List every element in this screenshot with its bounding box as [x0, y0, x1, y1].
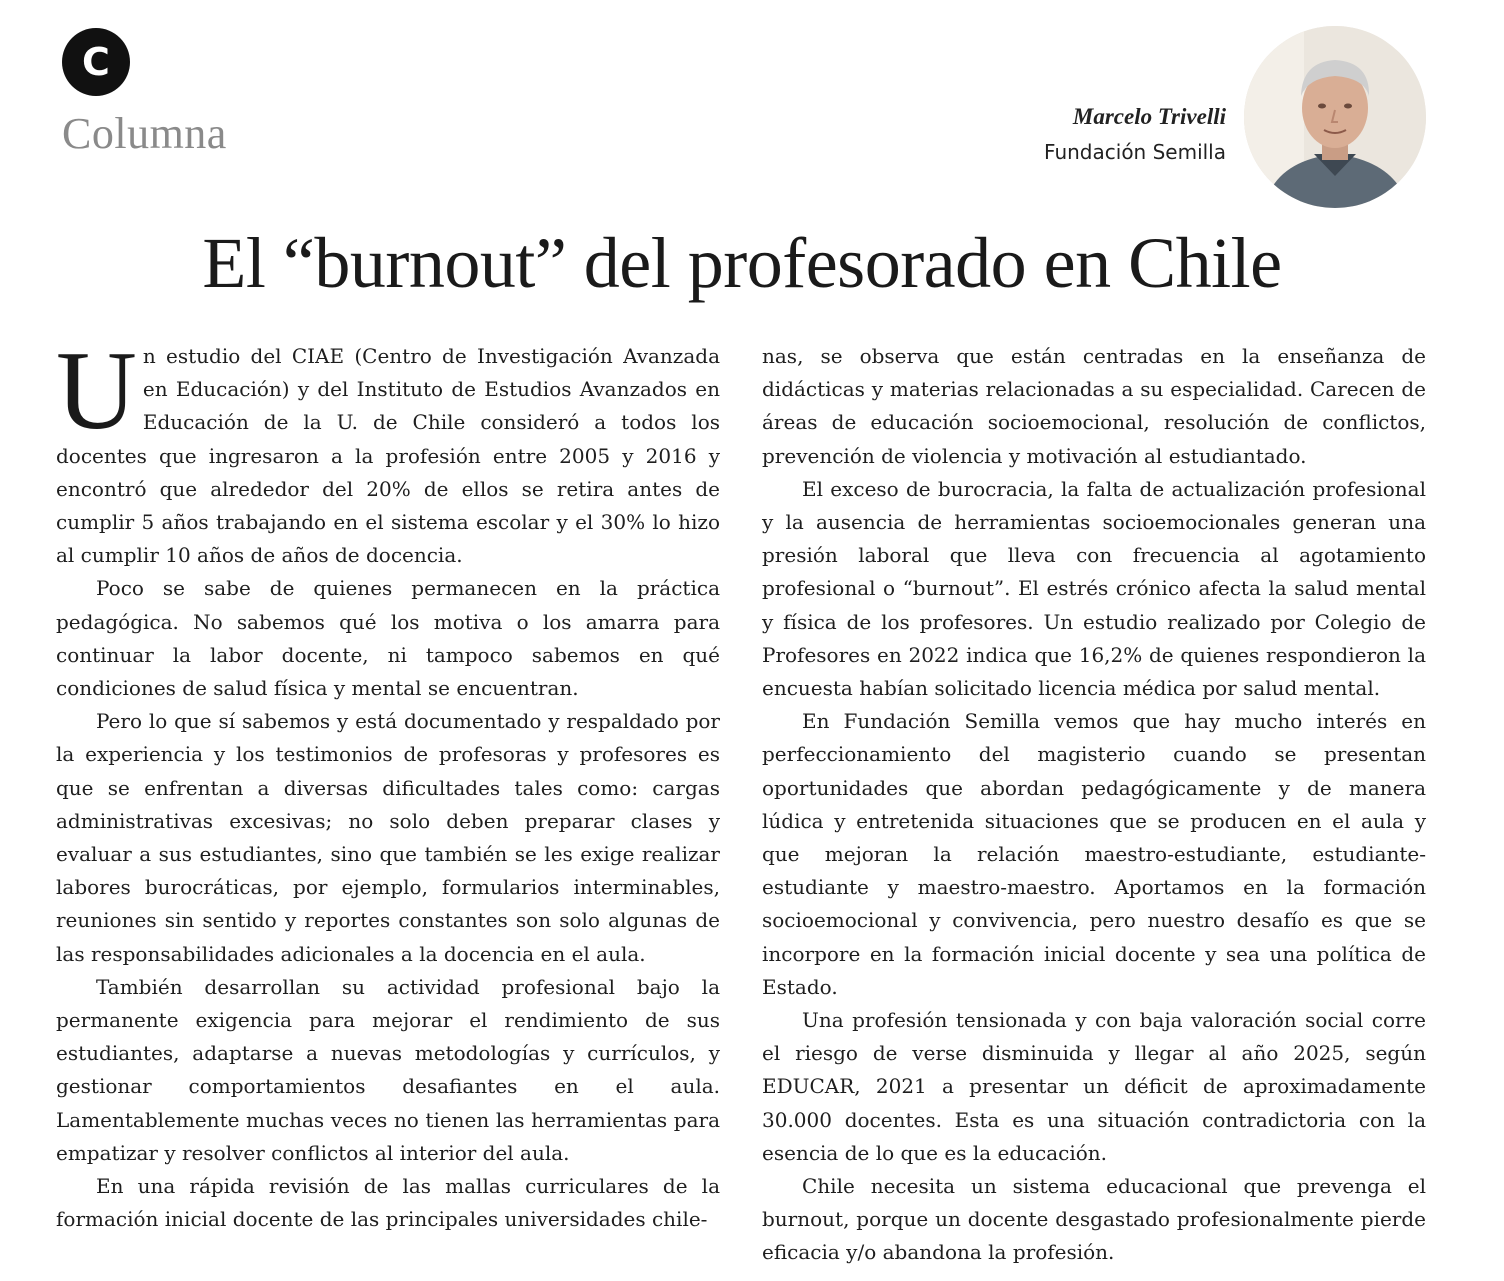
article-paragraph: nas, se observa que están centradas en la enseñanza de didácticas y materias relacionadas a su especialidad. Carecen de áreas de educación socioemocional, resolución de conflictos, prevención de violencia y motivación al estudiantado. [762, 344, 1426, 468]
article-paragraph: En Fundación Semilla vemos que hay mucho interés en perfeccionamiento del magisterio cuando se presentan oportunidades que abordan pedagógicamente y de manera lúdica y entretenida situaciones que se producen en el aula y que mejoran la relación maestro-estudiante, estudiante-estudiante y maestro-maestro. Aportamos en la formación socioemocional y convivencia, pero nuestro desafío es que se incorpore en la formación inicial docente y sea una política de Estado. [762, 709, 1426, 999]
article-paragraph: En una rápida revisión de las mallas curriculares de la formación inicial docente de las principales universidades chile- [56, 1174, 720, 1232]
article-paragraph: Pero lo que sí sabemos y está documentado y respaldado por la experiencia y los testimonios de profesoras y profesores es que se enfrentan a diversas dificultades tales como: cargas administrativas excesivas; no solo deben preparar clases y evaluar a sus estudiantes, sino que también se les exige realizar labores burocráticas, por ejemplo, formularios interminables, reuniones sin sentido y reportes constantes son solo algunas de las responsabilidades adicionales a la docencia en el aula. [56, 709, 720, 966]
article-column-right [762, 340, 1426, 1270]
section-label: Columna [62, 109, 227, 158]
article-paragraph: Chile necesita un sistema educacional que prevenga el burnout, porque un docente desgastado profesionalmente pierde eficacia y/o abandona la profesión. [762, 1174, 1426, 1265]
article-headline: El “burnout” del profesorado en Chile [202, 223, 1282, 303]
article-paragraph: Una profesión tensionada y con baja valoración social corre el riesgo de verse disminuida y llegar al año 2025, según EDUCAR, 2021 a presentar un déficit de aproximadamente 30.000 docentes. Esta es una situación contradictoria con la esencia de lo que es la educación. [762, 1008, 1426, 1165]
article-paragraph: El exceso de burocracia, la falta de actualización profesional y la ausencia de herramientas socioemocionales generan una presión laboral que lleva con frecuencia al agotamiento profesional o “burnout”. El estrés crónico afecta la salud mental y física de los profesores. Un estudio realizado por Colegio de Profesores en 2022 indica que 16,2% de quienes respondieron la encuesta habían solicitado licencia médica por salud mental. [762, 476, 1426, 701]
drop-cap: U [56, 329, 137, 453]
article-paragraph: También desarrollan su actividad profesional bajo la permanente exigencia para mejorar el rendimiento de sus estudiantes, adaptarse a nuevas metodologías y currículos, y gestionar comportamientos desafiantes en el aula. Lamentablemente muchas veces no tienen las herramientas para empatizar y resolver conflictos al interior del aula. [56, 974, 720, 1165]
author-photo [1244, 26, 1426, 208]
author-portrait-illustration [1244, 26, 1426, 208]
article-column-left [56, 329, 720, 1236]
author-name: Marcelo Trivelli [1072, 104, 1226, 129]
paragraph-text: n estudio del CIAE (Centro de Investigación Avanzada en Educación) y del Instituto de Estudios Avanzados en Educación de la U. de Chile consideró a todos los docentes que ingresaron a la profesión entre 2005 y 2016 y encontró que alrededor del 20% de ellos se retira antes de cumplir 5 años trabajando en el sistema escolar y el 30% lo hizo al cumplir 10 años de años de docencia. [56, 344, 720, 568]
article-paragraph [56, 329, 720, 572]
article-paragraph: Poco se sabe de quienes permanecen en la práctica pedagógica. No sabemos qué los motiva o los amarra para continuar la labor docente, ni tampoco sabemos en qué condiciones de salud física y mental se encuentran. [56, 576, 720, 701]
author-organization: Fundación Semilla [1044, 140, 1226, 164]
section-badge: C [62, 28, 130, 96]
